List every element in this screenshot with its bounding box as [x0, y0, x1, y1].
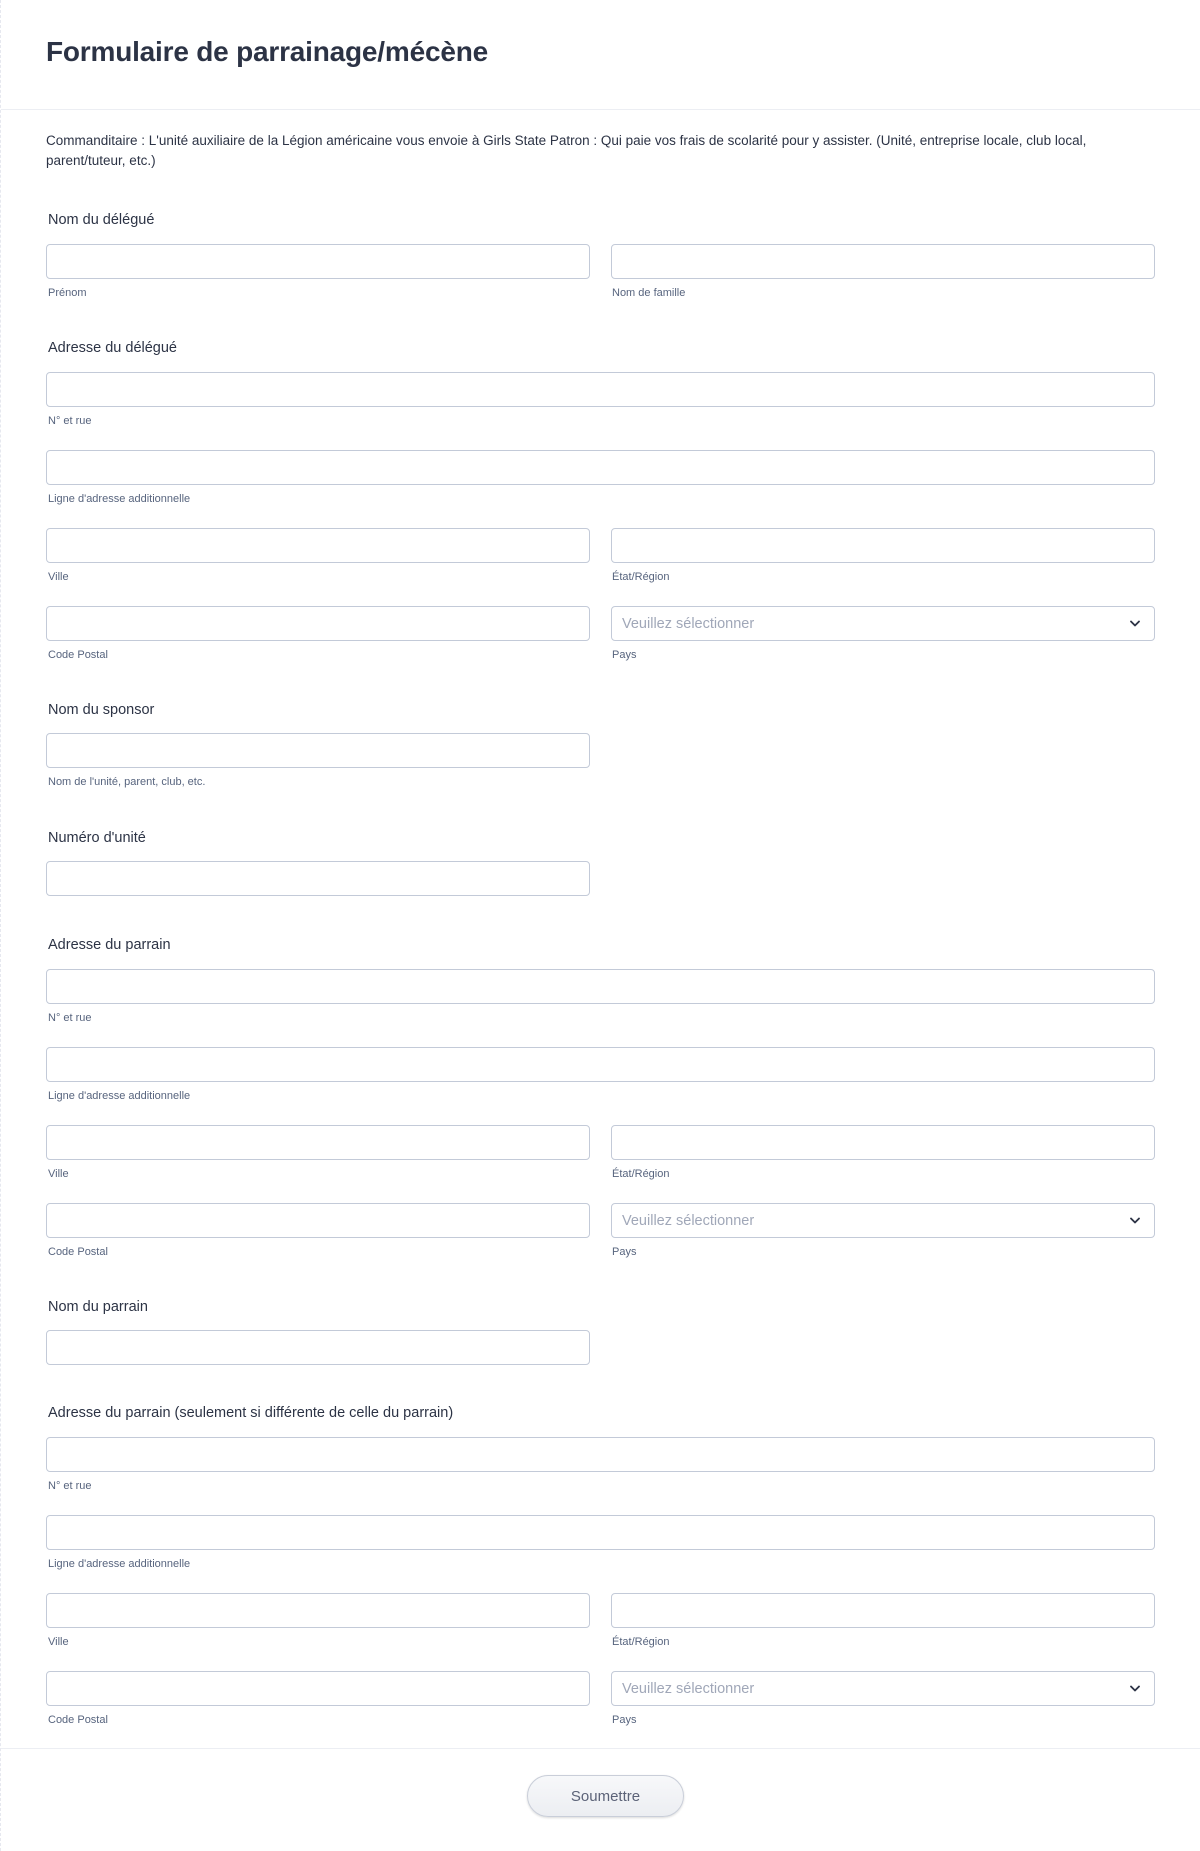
- delegate-street-field[interactable]: [46, 372, 1155, 407]
- delegate-country-select[interactable]: [611, 606, 1155, 641]
- sponsor-line2-field[interactable]: [46, 1047, 1155, 1082]
- sponsor-state-sublabel: État/Région: [612, 1168, 670, 1180]
- delegate-postal-input[interactable]: [47, 607, 589, 640]
- delegate-city-field[interactable]: [46, 528, 590, 563]
- sponsor-line2-sublabel: Ligne d'adresse additionnelle: [48, 1090, 191, 1102]
- sponsor-name-sublabel: Nom de l'unité, parent, club, etc.: [48, 776, 206, 788]
- country-placeholder: Veuillez sélectionner: [622, 615, 755, 632]
- last-name-sublabel: Nom de famille: [612, 287, 686, 299]
- delegate-city-input[interactable]: [47, 529, 589, 562]
- sponsor-country-sublabel: Pays: [612, 1246, 637, 1258]
- delegate-last-name-input[interactable]: [612, 245, 1154, 278]
- delegate-postal-sublabel: Code Postal: [48, 649, 108, 661]
- sponsor-street-sublabel: N° et rue: [48, 1012, 92, 1024]
- footer-divider: [1, 1748, 1200, 1749]
- delegate-last-name-field[interactable]: [611, 244, 1155, 279]
- patron-name-label: Nom du parrain: [48, 1299, 148, 1315]
- chevron-down-icon: [1128, 1214, 1142, 1228]
- sponsor-street-field[interactable]: [46, 969, 1155, 1004]
- delegate-street-input[interactable]: [47, 373, 1154, 406]
- unit-number-label: Numéro d'unité: [48, 830, 146, 846]
- country-placeholder: Veuillez sélectionner: [622, 1212, 755, 1229]
- patron-postal-field[interactable]: [46, 1671, 590, 1706]
- delegate-street-sublabel: N° et rue: [48, 415, 92, 427]
- sponsor-city-sublabel: Ville: [48, 1168, 69, 1180]
- delegate-first-name-input[interactable]: [47, 245, 589, 278]
- patron-line2-field[interactable]: [46, 1515, 1155, 1550]
- sponsor-state-input[interactable]: [612, 1126, 1154, 1159]
- patron-name-field[interactable]: [46, 1330, 590, 1365]
- delegate-country-sublabel: Pays: [612, 649, 637, 661]
- submit-button[interactable]: Soumettre: [527, 1775, 684, 1817]
- form-description: Commanditaire : L'unité auxiliaire de la Légion américaine vous envoie à Girls State Patron : Qui paie vos frais de scolarité pour y assister. (Unité, entreprise locale, club local, parent/tuteur, etc.): [46, 133, 1087, 168]
- patron-state-input[interactable]: [612, 1594, 1154, 1627]
- patron-postal-input[interactable]: [47, 1672, 589, 1705]
- patron-line2-sublabel: Ligne d'adresse additionnelle: [48, 1558, 191, 1570]
- patron-name-input[interactable]: [47, 1331, 589, 1364]
- patron-street-input[interactable]: [47, 1438, 1154, 1471]
- unit-number-field[interactable]: [46, 861, 590, 896]
- sponsor-city-input[interactable]: [47, 1126, 589, 1159]
- patron-street-sublabel: N° et rue: [48, 1480, 92, 1492]
- delegate-state-sublabel: État/Région: [612, 571, 670, 583]
- delegate-state-input[interactable]: [612, 529, 1154, 562]
- first-name-sublabel: Prénom: [48, 287, 87, 299]
- delegate-address-label: Adresse du délégué: [48, 340, 177, 356]
- delegate-state-field[interactable]: [611, 528, 1155, 563]
- sponsor-address-label: Adresse du parrain: [48, 937, 171, 953]
- unit-number-input[interactable]: [47, 862, 589, 895]
- chevron-down-icon: [1128, 617, 1142, 631]
- patron-street-field[interactable]: [46, 1437, 1155, 1472]
- patron-country-sublabel: Pays: [612, 1714, 637, 1726]
- sponsor-postal-field[interactable]: [46, 1203, 590, 1238]
- patron-line2-input[interactable]: [47, 1516, 1154, 1549]
- sponsor-name-input[interactable]: [47, 734, 589, 767]
- patron-city-sublabel: Ville: [48, 1636, 69, 1648]
- delegate-first-name-field[interactable]: [46, 244, 590, 279]
- sponsor-name-field[interactable]: [46, 733, 590, 768]
- patron-state-field[interactable]: [611, 1593, 1155, 1628]
- patron-postal-sublabel: Code Postal: [48, 1714, 108, 1726]
- sponsor-country-select[interactable]: [611, 1203, 1155, 1238]
- delegate-line2-field[interactable]: [46, 450, 1155, 485]
- sponsor-state-field[interactable]: [611, 1125, 1155, 1160]
- sponsor-postal-sublabel: Code Postal: [48, 1246, 108, 1258]
- sponsor-street-input[interactable]: [47, 970, 1154, 1003]
- delegate-line2-input[interactable]: [47, 451, 1154, 484]
- form-header: [1, 0, 1200, 110]
- patron-city-field[interactable]: [46, 1593, 590, 1628]
- delegate-line2-sublabel: Ligne d'adresse additionnelle: [48, 493, 191, 505]
- patron-address-label: Adresse du parrain (seulement si différente de celle du parrain): [48, 1405, 454, 1421]
- sponsor-postal-input[interactable]: [47, 1204, 589, 1237]
- country-placeholder: Veuillez sélectionner: [622, 1680, 755, 1697]
- sponsor-line2-input[interactable]: [47, 1048, 1154, 1081]
- sponsor-name-label: Nom du sponsor: [48, 702, 155, 718]
- delegate-name-label: Nom du délégué: [48, 212, 155, 228]
- sponsor-city-field[interactable]: [46, 1125, 590, 1160]
- patron-state-sublabel: État/Région: [612, 1636, 670, 1648]
- chevron-down-icon: [1128, 1682, 1142, 1696]
- delegate-postal-field[interactable]: [46, 606, 590, 641]
- patron-country-select[interactable]: [611, 1671, 1155, 1706]
- delegate-city-sublabel: Ville: [48, 571, 69, 583]
- form-title: Formulaire de parrainage/mécène: [46, 36, 488, 67]
- patron-city-input[interactable]: [47, 1594, 589, 1627]
